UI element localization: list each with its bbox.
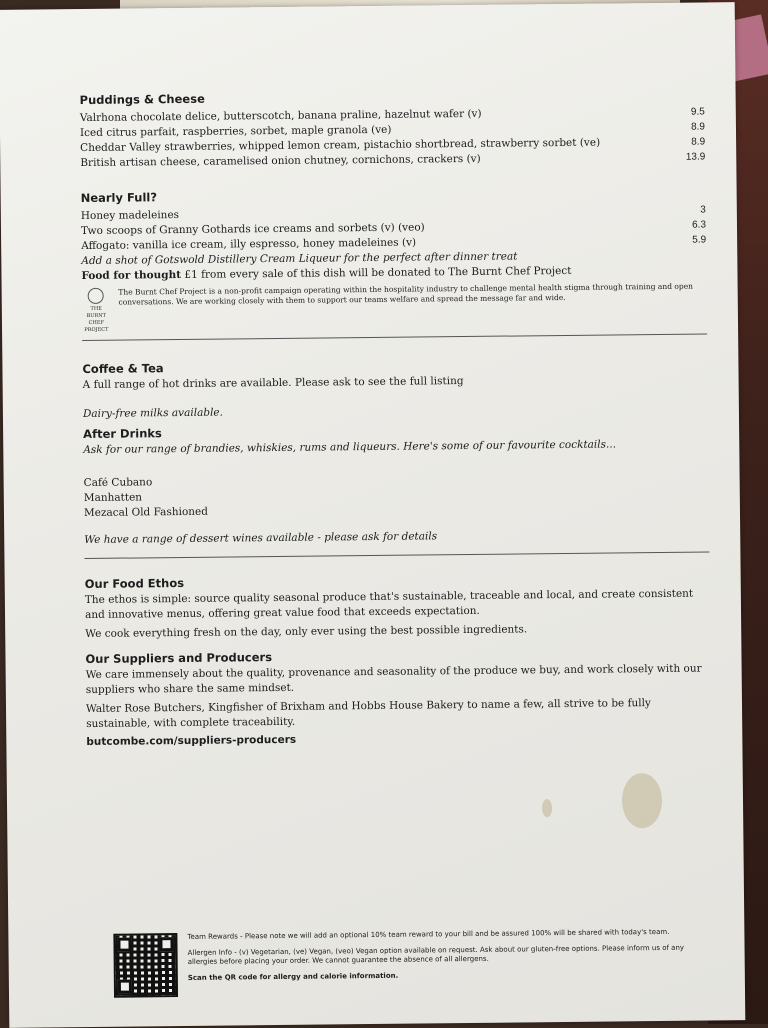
suppliers-heading: Our Suppliers and Producers (85, 650, 273, 667)
coffee-text: A full range of hot drinks are available. Please ask to see the full listing (82, 375, 464, 392)
liqueur-note: Add a shot of Gotswold Distillery Cream Liqueur for the perfect after dinner treat (81, 250, 518, 268)
section-coffee-tea (82, 355, 708, 422)
item-name: Two scoops of Granny Gothards ice creams and sorbets (v) (veo) (80, 221, 425, 238)
item-price: 8.9 (691, 136, 706, 148)
qr-note-text: Scan the QR code for allergy and calorie information. (187, 971, 399, 982)
nearly-full-heading: Nearly Full? (80, 190, 158, 206)
qr-finder (117, 938, 131, 952)
burnt-chef-project (82, 281, 707, 334)
item-price: 5.9 (692, 234, 707, 246)
item-name: Honey madeleines (80, 209, 180, 223)
suppliers-paragraph: We care immensely about the quality, provenance and seasonality of the produce we buy, and work closely with our suppliers who share the same mindset. (85, 662, 702, 697)
item-price: 6.3 (692, 219, 707, 231)
cocktail-item: Manhatten (83, 491, 143, 505)
item-price: 9.5 (690, 106, 705, 118)
suppliers-link[interactable]: butcombe.com/suppliers-producers (86, 733, 297, 749)
dairy-free-note: Dairy-free milks available. (82, 406, 224, 421)
burnt-chef-logo (82, 288, 111, 334)
food-for-thought-label: Food for thought (81, 268, 182, 283)
qr-finder (159, 937, 173, 951)
dessert-wine-note: We have a range of dessert wines available - please ask for details (84, 530, 438, 547)
coffee-heading: Coffee & Tea (82, 361, 164, 377)
puddings-heading: Puddings & Cheese (79, 91, 205, 108)
divider (84, 551, 709, 559)
item-name: Valrhona chocolate delice, butterscotch, banana praline, hazelnut wafer (v) (79, 107, 482, 125)
item-name: Affogato: vanilla ice cream, illy espresso, honey madeleines (v) (81, 236, 417, 253)
suppliers-paragraph: Walter Rose Butchers, Kingfisher of Brixham and Hobbs House Bakery to name a few, all strive to be fully sustainable, with complete traceability. (85, 697, 651, 731)
qr-finder (118, 980, 132, 994)
item-price: 3 (700, 204, 706, 216)
divider (82, 333, 707, 341)
team-rewards-text: Team Rewards - Please note we will add an optional 10% team reward to your bill and be assured 100% will be shared with today's team. (187, 927, 670, 941)
food-for-thought-text: £1 from every sale of this dish will be donated to The Burnt Chef Project (184, 264, 572, 281)
section-food-ethos (85, 570, 711, 642)
burnt-chef-text: The Burnt Chef Project is a non-profit campaign operating within the hospitality industry to challenge mental health stigma through training and open conversations. We are working closely with them to support our teams welfare and spread the message far and wide. (118, 281, 693, 307)
chef-hat-icon (88, 288, 104, 304)
after-drinks-note: Ask for our range of brandies, whiskies, rums and liqueurs. Here's some of our favourite cocktails... (83, 438, 617, 457)
item-price: 8.9 (690, 121, 706, 133)
menu-footer (113, 927, 714, 997)
cocktail-list (84, 469, 709, 521)
stain (542, 799, 552, 817)
menu-sheet (0, 2, 745, 1028)
cocktail-item: Café Cubano (83, 476, 153, 490)
item-price: 13.9 (685, 151, 706, 163)
section-suppliers (85, 645, 711, 748)
item-name: British artisan cheese, caramelised onion chutney, cornichons, crackers (v) (80, 152, 481, 170)
stain (622, 773, 663, 828)
qr-code[interactable] (113, 933, 178, 998)
ethos-paragraph: The ethos is simple: source quality seasonal produce that's sustainable, traceable and local, and create consistent and innovative menus, offering great value food that exceeds expectation. (84, 587, 694, 622)
section-nearly-full (81, 184, 708, 347)
burnt-chef-logo-text: THE BURNT CHEF PROJECT (84, 305, 109, 334)
cocktail-item: Mezacal Old Fashioned (83, 505, 209, 520)
item-name: Cheddar Valley strawberries, whipped lemon cream, pistachio shortbread, strawberry sorbet (ve) (80, 136, 601, 155)
section-puddings (80, 86, 706, 171)
section-after-drinks (83, 420, 709, 565)
menu-content (79, 80, 707, 749)
ethos-paragraph: We cook everything fresh on the day, only ever using the best possible ingredients. (85, 623, 528, 641)
footer-text (187, 927, 714, 997)
after-drinks-heading: After Drinks (83, 426, 162, 442)
ethos-heading: Our Food Ethos (84, 575, 185, 592)
item-name: Iced citrus parfait, raspberries, sorbet, maple granola (ve) (79, 123, 392, 140)
allergen-info-text: Allergen Info - (v) Vegetarian, (ve) Vegan, (veo) Vegan option available on request. Ask about our gluten-free options. Please inform us of any allergies before placing your order. We cannot guarantee the absence of all allergens. (187, 943, 685, 966)
